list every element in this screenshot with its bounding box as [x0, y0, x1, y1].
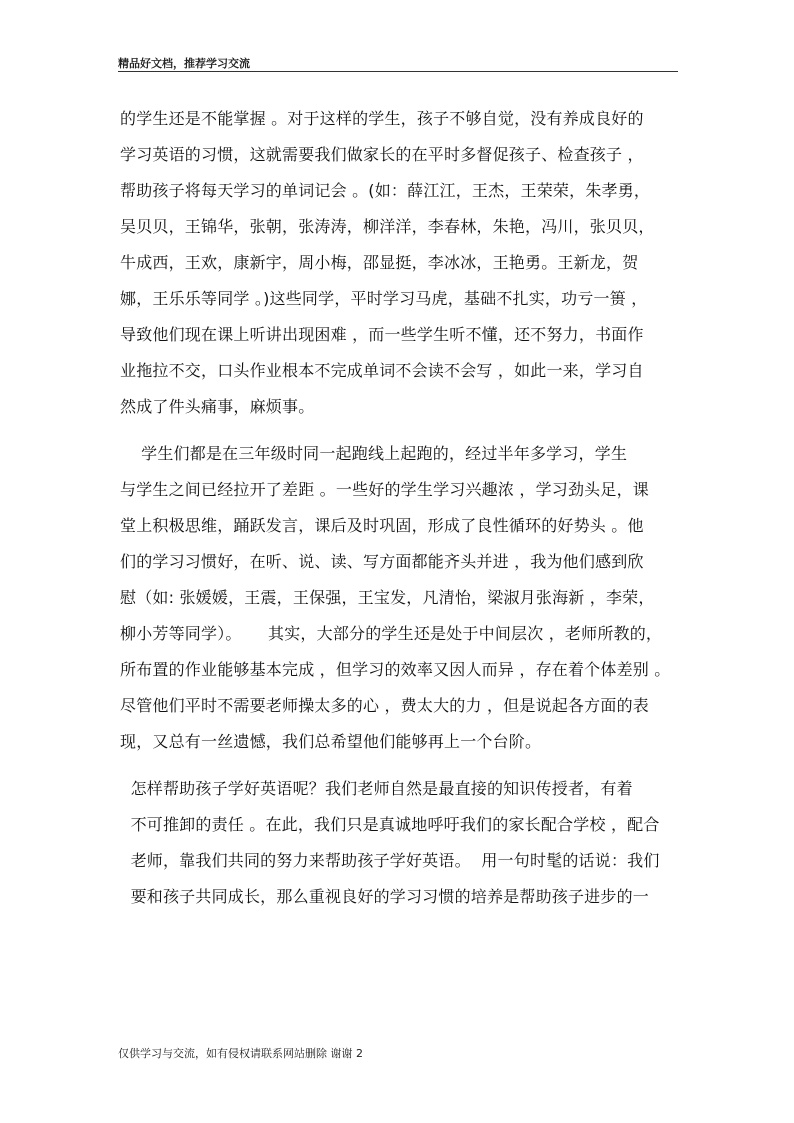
document-body	[120, 101, 680, 915]
text-line: 导致他们现在课上听讲出现困难 ，而一些学生听不懂，还不努力，书面作	[120, 325, 644, 344]
page-header: 精品好文档，推荐学习交流	[118, 57, 250, 70]
paragraph-2	[120, 436, 680, 760]
text-line: 牛成西，王欢，康新宇，周小梅，邵显挺，李冰冰，王艳勇。王新龙，贺	[120, 253, 639, 272]
text-line: 现，又总有一丝遗憾，我们总希望他们能够再上一个台阶。	[120, 732, 542, 751]
text-line: 慰（如: 张媛媛，王震，王保强，王宝发，凡清怡，梁淑月张海新 ，李荣，	[120, 588, 655, 607]
text-line: 不可推卸的责任 。在此，我们只是真诚地呼吁我们的家长配合学校 ，配合	[120, 815, 660, 834]
paragraph-gap	[120, 760, 680, 771]
text-line: 们的学习习惯好，在听、说、读、写方面都能齐头并进 ，我为他们感到欣	[120, 552, 644, 571]
paragraph-3	[120, 771, 680, 915]
text-line: 的学生还是不能掌握 。对于这样的学生，孩子不够自觉，没有养成良好的	[120, 109, 644, 128]
text-line: 尽管他们平时不需要老师操太多的心 ，费太大的力 ，但是说起各方面的表	[120, 696, 649, 715]
text-line: 所布置的作业能够基本完成 ，但学习的效率又因人而异 ，存在着个体差别 。	[120, 660, 671, 679]
text-line: 吴贝贝，王锦华，张朝，张涛涛，柳洋洋，李春林，朱艳，冯川，张贝贝，	[120, 217, 655, 236]
text-line: 怎样帮助孩子学好英语呢？我们老师自然是最直接的知识传授者，有着	[120, 779, 633, 798]
paragraph-1	[120, 101, 680, 425]
text-line: 帮助孩子将每天学习的单词记会 。(如：薛江江，王杰，王荣荣，朱孝勇，	[120, 181, 651, 200]
paragraph-gap	[120, 425, 680, 436]
text-line: 学生们都是在三年级时同一起跑线上起跑的，经过半年多学习，学生	[120, 444, 628, 463]
text-line: 柳小芳等同学）。 其实，大部分的学生还是处于中间层次 ，老师所教的，	[120, 624, 663, 643]
text-line: 老师，靠我们共同的努力来帮助孩子学好英语。 用一句时髦的话说：我们	[120, 851, 660, 870]
text-line: 业拖拉不交，口头作业根本不完成单词不会读不会写 ，如此一来，学习自	[120, 361, 644, 380]
text-line: 堂上积极思维，踊跃发言，课后及时巩固，形成了良性循环的好势头 。他	[120, 516, 644, 535]
text-line: 与学生之间已经拉开了差距 。一些好的学生学习兴趣浓 ，学习劲头足，课	[120, 480, 649, 499]
text-line: 学习英语的习惯，这就需要我们做家长的在平时多督促孩子、检查孩子 ，	[120, 145, 644, 164]
text-line: 娜，王乐乐等同学 。)这些同学，平时学习马虎，基础不扎实，功亏一篑 ，	[120, 289, 648, 308]
text-line: 然成了件头痛事，麻烦事。	[120, 397, 315, 416]
text-line: 要和孩子共同成长，那么重视良好的学习习惯的培养是帮助孩子进步的一	[120, 887, 649, 906]
page-footer: 仅供学习与交流，如有侵权请联系网站删除 谢谢 2	[118, 1047, 363, 1060]
header-divider	[118, 71, 678, 72]
